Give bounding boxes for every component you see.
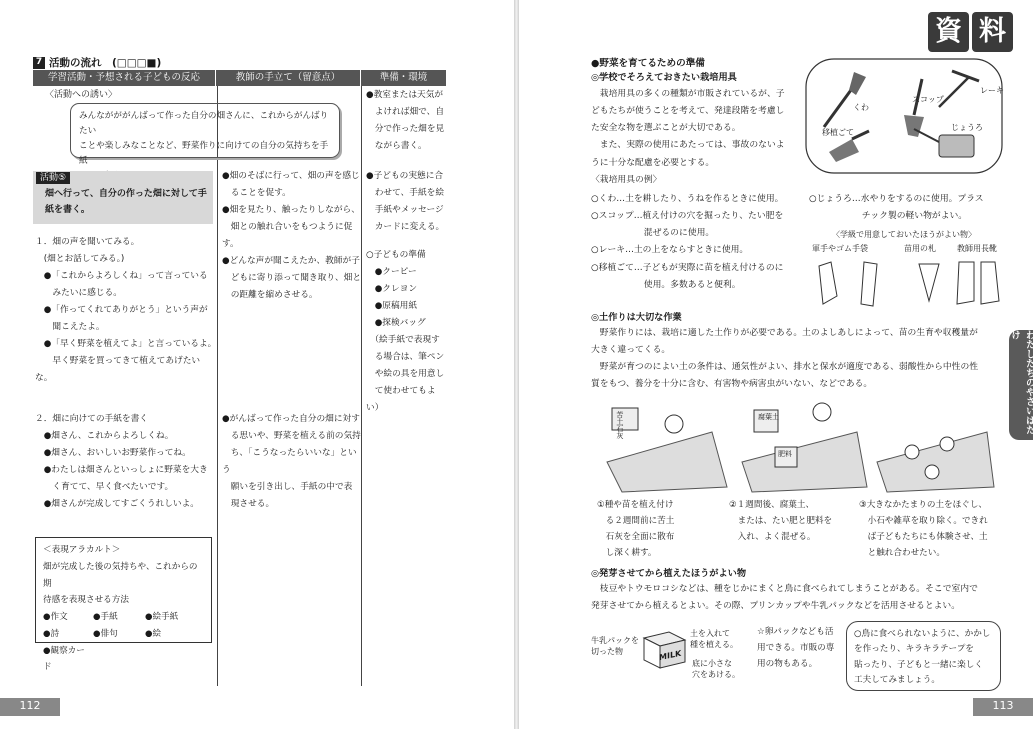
shovel-icon <box>904 79 924 137</box>
prep-notes-2: ●子どもの実態に合 わせて、手紙を絵 手紙やメッセージ カードに変える。 <box>366 171 445 232</box>
step1-scene <box>607 408 727 492</box>
plant-tag-icon <box>919 264 939 301</box>
section-heading <box>33 55 161 71</box>
page-number-left: 112 <box>0 698 60 714</box>
activity-step-2: ２．畑に向けての手紙を書く ●畑さん、これからよろしくね。 ●畑さん、おいしいお野菜作ってね。 ●わたしは畑さんといっしょに野菜を大き く育てて、早く食べたいです。 ●畑さんが完成してすごくうれしいよ。 <box>35 414 208 509</box>
teacher-notes-1: ●畑のそばに行って、畑の声を感じ ることを促す。 ●畑を見たり、触ったりしながら、 畑との触れ合いをもつように促す。 ●どんな声が聞こえたか、教師が子 どもに寄り添って聞き取り、畑と の距離を縮めさせる。 <box>222 171 361 300</box>
milk-note-1: 土を入れて 種を植える。 <box>690 629 738 650</box>
label-kuwa: くわ <box>853 103 869 112</box>
speech-bubble <box>70 103 340 167</box>
bag-label-1: 苦土石灰 <box>615 411 624 439</box>
teacher-notes-2: ●がんばって作った自分の畑に対す る思いや、野菜を植える前の気持 ち、「こうなったらいいな」という 願いを引き出し、手紙の中で表 現させる。 <box>222 414 361 509</box>
header-teacher: 教師の手立て（留意点） <box>216 70 361 86</box>
tools-illustration <box>804 57 1004 177</box>
gear-caption: 〈学級で用意しておいたほうがよい物〉 <box>832 230 976 239</box>
bubble-line: みんながががんばって作った自分の畑さんに、これからがんばりたい <box>79 111 329 137</box>
header-activity: 学習活動・予想される子どもの反応 <box>33 70 216 86</box>
tip-box: ○鳥に食べられないように、かかし を作ったり、キラキラテープを 貼ったり、子どもと一緒に楽しく 工夫してみましょう。 <box>846 621 1001 691</box>
section-title: 活動の流れ (□□□■) <box>49 57 162 69</box>
chapter-side-tab: わたしたちのやさいばたけ <box>1009 330 1033 440</box>
header-prep: 準備・環境 <box>379 71 428 83</box>
section-number: 7 <box>33 57 45 69</box>
egg-pack-note: ☆卵パックなども活 用できる。市販の専 用の物もある。 <box>757 627 835 669</box>
bag-label-2: 腐葉土 <box>758 413 779 421</box>
boots-icon <box>957 262 999 304</box>
table-header <box>33 70 446 86</box>
page-number-bar <box>0 714 60 716</box>
expression-box: ＜表現アラカルト＞ 畑が完成した後の気持ちや、これからの期 待感を表現させる方法 ●作文 ●手紙 ●絵手紙 ●詩 ●俳句 ●絵 ●観察カード <box>35 537 212 643</box>
left-page <box>0 0 514 729</box>
activity-text: 畑へ行って、自分の作った畑に対して手 紙を書く。 <box>45 189 207 215</box>
bubble-line: ことや楽しみなことなど、野菜作りに向けての自分の気持ちを手紙 <box>79 141 329 167</box>
soil-steps-illustration <box>602 402 997 494</box>
shiryo-badge: 資 料 <box>928 12 1014 52</box>
step3-scene <box>877 432 994 492</box>
gear-label-tags: 苗用の札 <box>904 244 936 253</box>
right-page <box>519 0 1033 729</box>
milk-box-text: MILK <box>659 648 682 663</box>
bag-label-3: 肥料 <box>778 450 792 458</box>
tools-list-left: ○くわ…土を耕したり、うねを作るときに使用。 ○スコップ…植え付けの穴を掘ったり、たい肥を 混ぜるのに使用。 ○レーキ…土の上をならすときに使用。 ○移植ごて…子どもが実際に苗を植え付けるのに 使用。多数あると便利。 <box>591 194 784 290</box>
gloves-icon <box>819 262 877 306</box>
main-title: ●野菜を育てるための準備 <box>591 58 705 69</box>
label-gote: 移植ごて <box>822 128 854 137</box>
label-scoop: スコップ <box>912 95 944 104</box>
expression-items: ●作文 ●手紙 ●絵手紙 ●詩 ●俳句 ●絵 ●観察カード <box>43 612 179 673</box>
label-rake: レーキ <box>980 86 1004 95</box>
activity-step-1: １．畑の声を聞いてみる。 (畑とお話してみる。) ●「これからよろしくね」って言っている みたいに感じる。 ●「作ってくれてありがとう」という声が 聞こえたよ。 ●「早く野菜を植えてよ」と言っているよ。 早く野菜を買ってきて植えてあげたいな。 <box>35 237 217 383</box>
step3-caption: ③大きなかたまりの土をほぐし、 小石や雑草を取り除く。できれ ば子どもたちにも体験させ、土 と触れ合わせたい。 <box>859 500 988 558</box>
gear-label-gloves: 軍手やゴム手袋 <box>812 244 868 253</box>
tools-list-right: ○じょうろ…水やりをするのに使用。プラス チック製の軽い物がよい。 <box>809 194 984 222</box>
activity-label: 活動⑤ <box>36 172 70 184</box>
page-number-bar <box>973 714 1033 716</box>
subheading-soil: ◎土作りは大切な作業 <box>591 312 682 323</box>
label-joro: じょうろ <box>951 123 983 132</box>
gear-label-boots: 教師用長靴 <box>957 244 997 253</box>
prep-notes-3: ○子どもの準備 ●クーピー ●クレヨン ●原稿用紙 ●探検バッグ （絵手紙で表現す る場合は、筆ペン や絵の具を用意し て使わせてもよい） <box>366 250 445 413</box>
prep-notes-1: ●教室または天気が よければ畑で、自 分で作った畑を見 ながら書く。 <box>366 90 445 151</box>
rake-icon <box>939 71 979 107</box>
intro-label: 〈活動への誘い〉 <box>45 90 118 100</box>
subheading-germination: ◎発芽させてから植えたほうがよい物 <box>591 568 747 579</box>
hoe-icon <box>824 72 866 127</box>
tools-intro: 栽培用具の多くの種類が市販されているが、子 どもたちが使うことを考えて、発達段階を考慮し た安全な物を選ぶことが大切である。 また、実際の使用にあたっては、事故のないよ うに十分な配慮を必要とする。 〈栽培用具の例〉 <box>591 89 785 185</box>
soil-text: 野菜作りには、栽培に適した土作りが必要である。土のよしあしによって、苗の生育や収穫量が 大きく違ってくる。 野菜が育つのによい土の条件は、通気性がよい、排水と保水が適度である、弱酸性から中性の性 質をもつ、養分を十分に含む、有害物や病害虫がいない、などである。 <box>591 328 979 390</box>
page-number-right: 113 <box>973 698 1033 714</box>
expression-title: ＜表現アラカルト＞ <box>43 545 121 555</box>
milk-label: 牛乳パックを 切った物 <box>591 636 639 657</box>
step2-caption: ②１週間後、腐葉土、 または、たい肥と肥料を 入れ、よく混ぜる。 <box>729 500 833 542</box>
germination-text: 枝豆やトウモロコシなどは、種をじかにまくと鳥に食べられてしまうことがある。そこで室内で 発芽させてから植えるとよい。その際、プリンカップや牛乳パックなどを活用させるとよい。 <box>591 584 978 612</box>
milk-note-2: 底に小さな 穴をあける。 <box>692 659 740 680</box>
subheading-tools: ◎学校でそろえておきたい栽培用具 <box>591 72 737 83</box>
gear-illustration <box>809 256 1004 314</box>
step1-caption: ①種や苗を植え付け る２週間前に苦土 石灰を全面に散布 し深く耕す。 <box>597 500 675 558</box>
